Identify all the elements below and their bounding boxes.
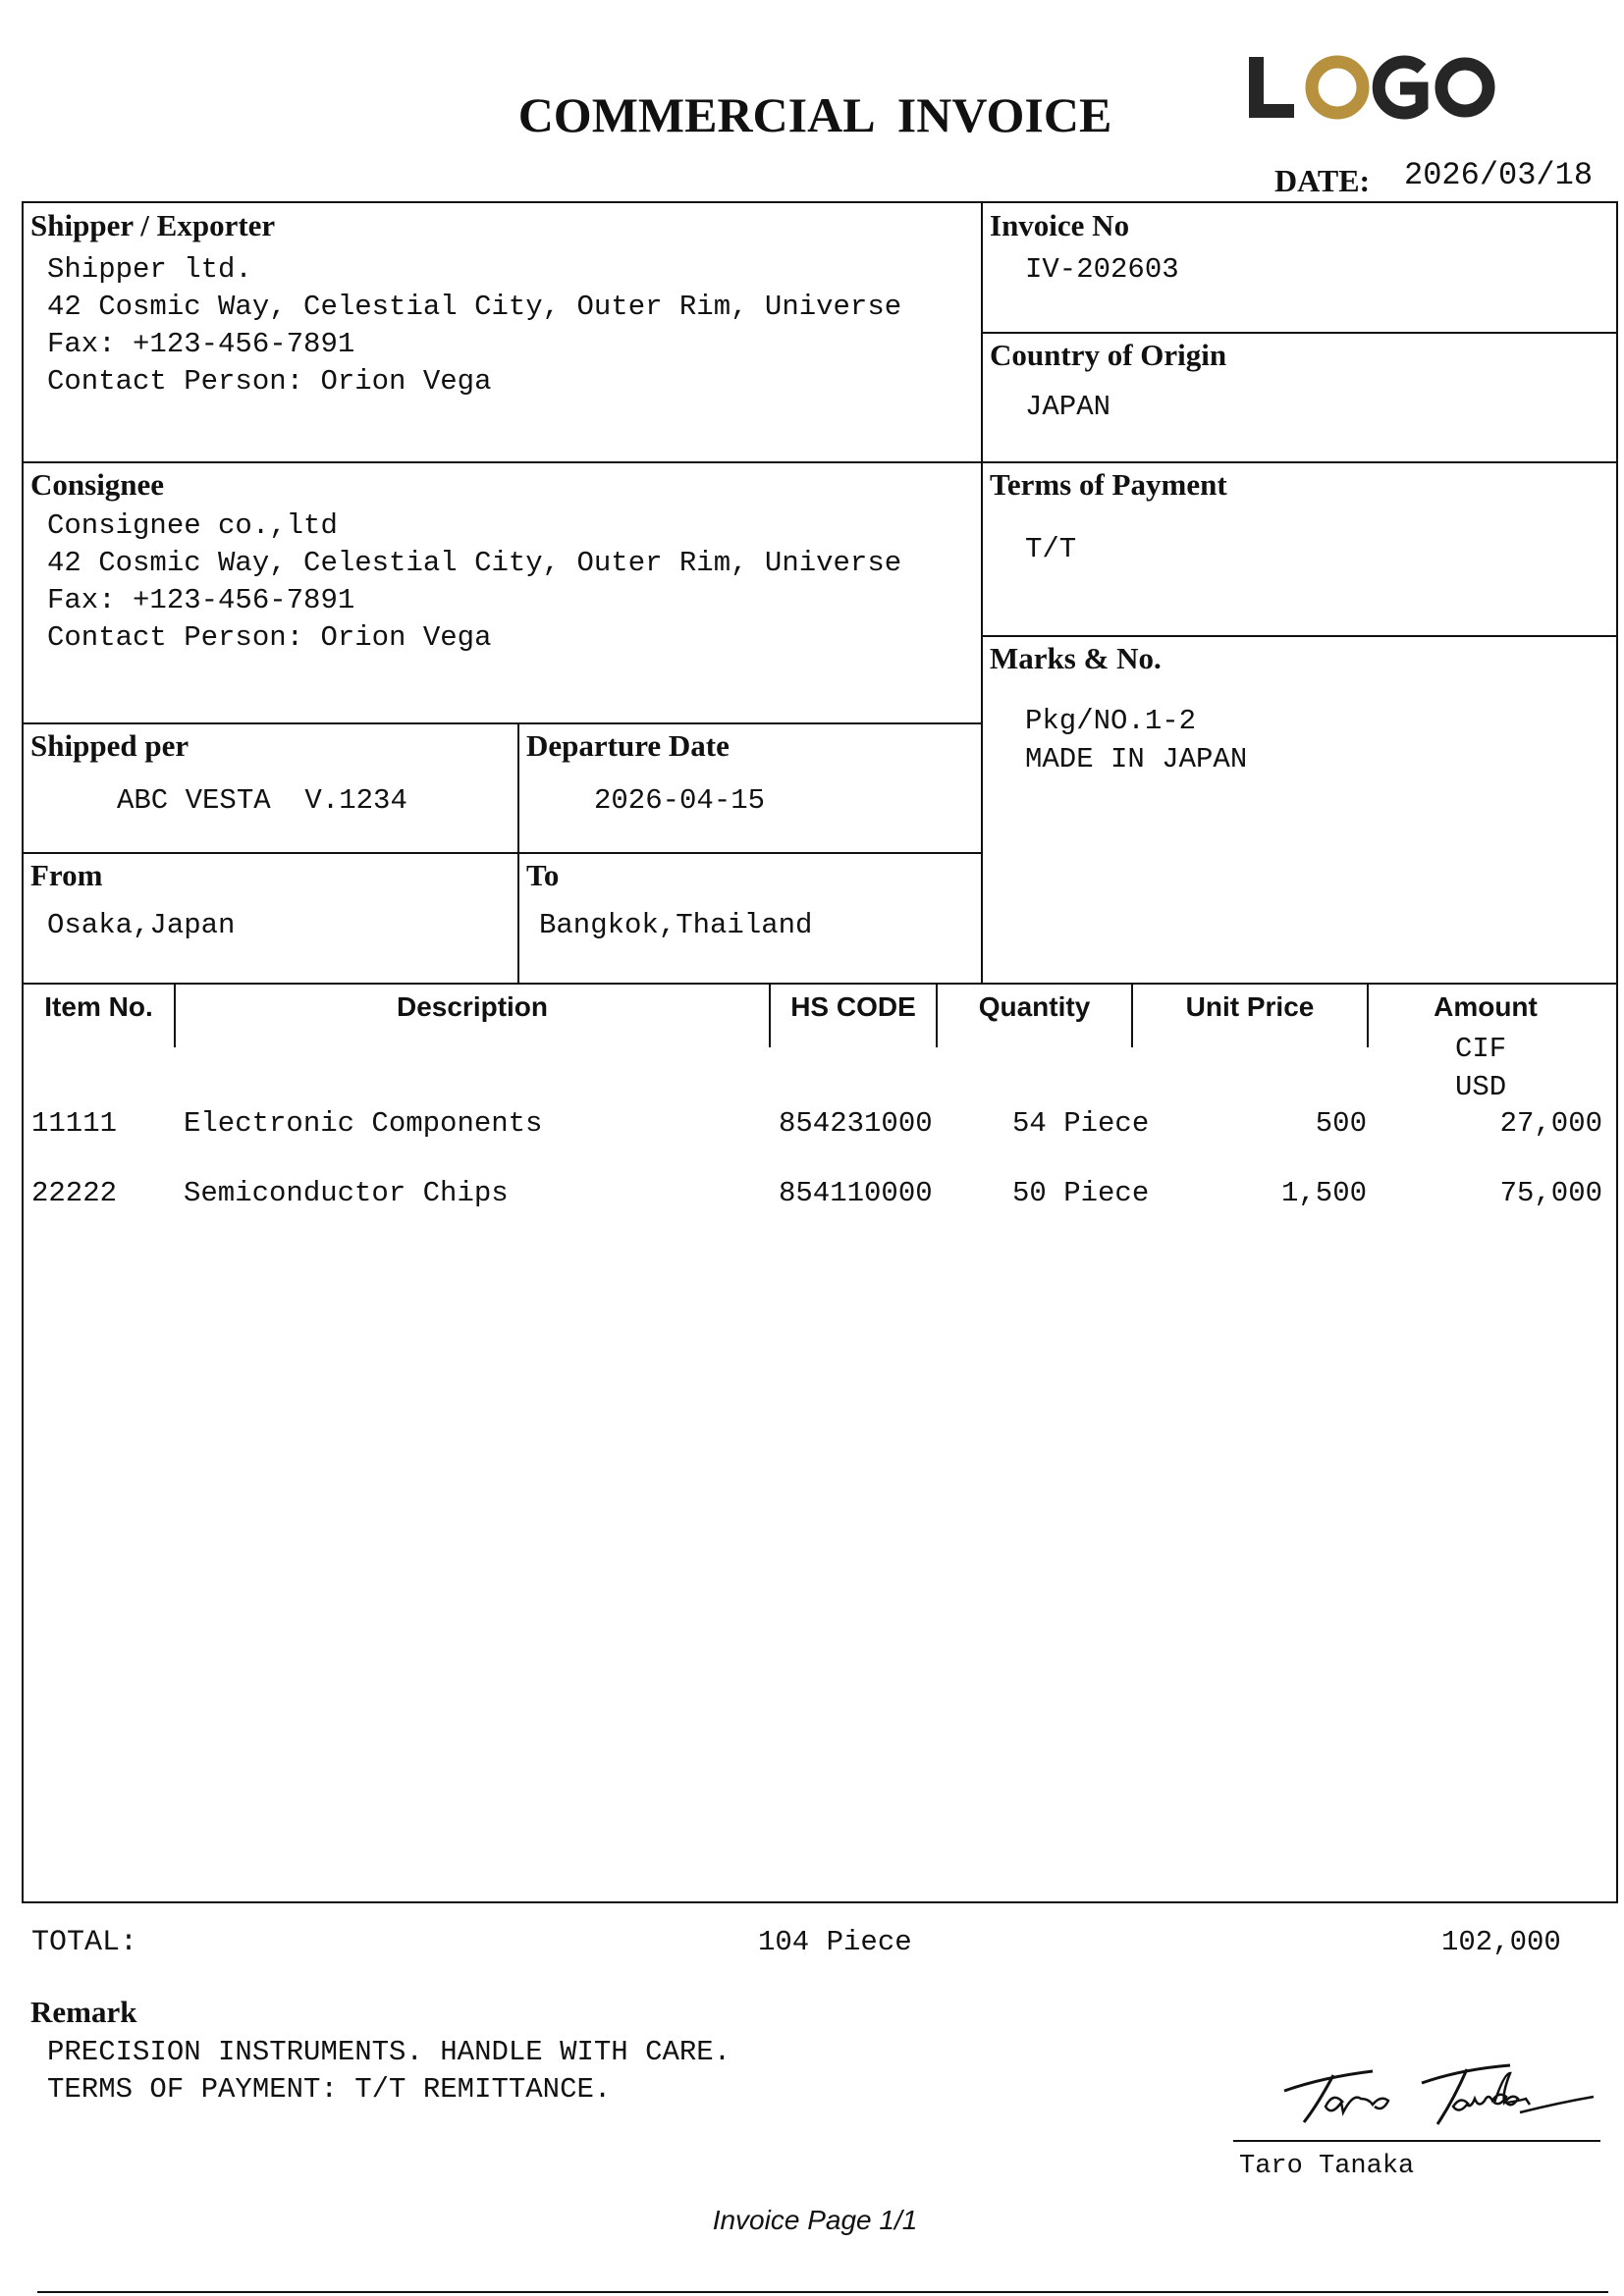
cell-description: Semiconductor Chips (184, 1177, 509, 1209)
cell-quantity: 54 Piece (1012, 1107, 1150, 1140)
country-of-origin-value: JAPAN (1025, 391, 1111, 423)
cell-amount: 75,000 (1499, 1177, 1602, 1209)
from-value: Osaka,Japan (47, 909, 236, 941)
divider-shipper-consignee (22, 461, 1618, 463)
remark-line: TERMS OF PAYMENT: T/T REMITTANCE. (47, 2073, 612, 2106)
page-indicator: Invoice Page 1/1 (712, 2205, 918, 2235)
date-label: DATE: (1274, 163, 1371, 198)
consignee-line: 42 Cosmic Way, Celestial City, Outer Rim, Universe (47, 547, 902, 579)
total-label: TOTAL: (31, 1926, 138, 1959)
col-header-description: Description (396, 991, 549, 1022)
invoice-no-label: Invoice No (990, 208, 1130, 242)
date-value: 2026/03/18 (1404, 157, 1594, 193)
company-logo (1243, 49, 1498, 128)
amount-incoterm: CIF (1455, 1033, 1507, 1065)
signatory-name: Taro Tanaka (1239, 2152, 1415, 2181)
cell-item-no: 22222 (31, 1177, 118, 1209)
consignee-label: Consignee (30, 467, 165, 502)
frame-left (22, 201, 24, 1903)
shipper-label: Shipper / Exporter (30, 208, 276, 242)
terms-of-payment-value: T/T (1025, 533, 1077, 565)
frame-right (1616, 201, 1618, 1903)
page-title: COMMERCIAL INVOICE (517, 87, 1112, 142)
consignee-line: Fax: +123-456-7891 (47, 584, 355, 616)
remark-line: PRECISION INSTRUMENTS. HANDLE WITH CARE. (47, 2036, 731, 2068)
departure-date-label: Departure Date (526, 728, 730, 763)
col-header-unit-price: Unit Price (1185, 991, 1315, 1022)
cell-unit-price: 1,500 (1280, 1177, 1367, 1209)
shipped-per-value: ABC VESTA V.1234 (117, 784, 407, 817)
shipper-line: 42 Cosmic Way, Celestial City, Outer Rim, Universe (47, 291, 902, 323)
consignee-line: Consignee co.,ltd (47, 509, 338, 542)
col-header-item-no: Item No. (44, 991, 153, 1022)
divider-consignee-shipped (22, 722, 983, 724)
from-label: From (30, 858, 103, 892)
divider-invoice-origin (981, 332, 1618, 334)
marks-line: MADE IN JAPAN (1025, 743, 1248, 775)
country-of-origin-label: Country of Origin (990, 338, 1227, 372)
total-quantity: 104 Piece (758, 1926, 912, 1958)
handwritten-signature (1274, 2042, 1608, 2140)
to-value: Bangkok,Thailand (539, 909, 813, 941)
divider-terms-marks (981, 635, 1618, 637)
to-label: To (526, 858, 560, 892)
signature-line (1233, 2140, 1600, 2142)
shipper-line: Contact Person: Orion Vega (47, 365, 492, 398)
consignee-line: Contact Person: Orion Vega (47, 621, 492, 654)
cell-unit-price: 500 (1315, 1107, 1367, 1140)
divider-table-top (22, 983, 1618, 985)
cell-hs-code: 854231000 (779, 1107, 933, 1140)
amount-currency: USD (1455, 1071, 1507, 1103)
cell-description: Electronic Components (184, 1107, 543, 1140)
cell-amount: 27,000 (1499, 1107, 1602, 1140)
cell-hs-code: 854110000 (779, 1177, 933, 1209)
footer-rule (37, 2291, 1608, 2293)
shipper-line: Fax: +123-456-7891 (47, 328, 355, 360)
divider-shipped-from (22, 852, 983, 854)
total-amount: 102,000 (1441, 1926, 1561, 1958)
col-header-hs-code: HS CODE (790, 991, 916, 1022)
frame-mid-divider (981, 201, 983, 985)
marks-line: Pkg/NO.1-2 (1025, 705, 1197, 737)
terms-of-payment-label: Terms of Payment (990, 467, 1227, 502)
cell-item-no: 11111 (31, 1107, 118, 1140)
marks-label: Marks & No. (990, 641, 1162, 675)
remark-label: Remark (30, 1995, 137, 2029)
col-header-amount: Amount (1434, 991, 1538, 1022)
cell-quantity: 50 Piece (1012, 1177, 1150, 1209)
shipped-per-label: Shipped per (30, 728, 189, 763)
invoice-no-value: IV-202603 (1025, 253, 1179, 286)
shipper-line: Shipper ltd. (47, 253, 252, 286)
departure-date-value: 2026-04-15 (594, 784, 766, 817)
frame-bottom (22, 1901, 1618, 1903)
frame-top (22, 201, 1618, 203)
col-header-quantity: Quantity (978, 991, 1091, 1022)
